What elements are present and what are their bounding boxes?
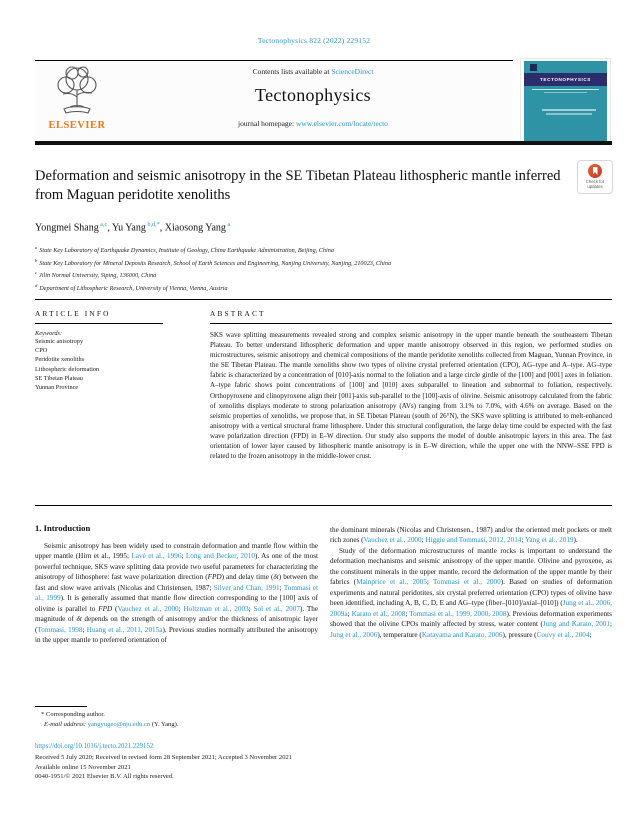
abstract-heading: ABSTRACT	[210, 309, 266, 318]
article-info-block	[35, 309, 190, 392]
inline-link[interactable]: Vauchez et al., 2000	[117, 604, 179, 613]
cover-rule-2	[544, 92, 587, 93]
abstract-block	[210, 309, 612, 461]
affiliation-sup: b	[35, 257, 38, 263]
inline-link[interactable]: Sol et al., 2007	[253, 604, 300, 613]
inline-link[interactable]: Mainprice et al., 2005	[356, 578, 427, 587]
text-run: Study of the deformation microstructures of mantle rocks is important to understand the deformation mechanisms and seismic anisotropy of the upper mantle. Olivine and pyroxene, as the constituent minerals in the upper mantle, record the deformation of the upper mantle by their fabrics (	[330, 546, 612, 587]
corresponding-author-note: * Corresponding author.	[41, 711, 105, 718]
text-run: ). Previous studies normally attributed the anisotropy in the upper mantle to preferred orientation of	[35, 625, 318, 645]
text-run: FPD	[207, 573, 222, 582]
text-run: ) between the fast and slow wave arrivals (Nicolas and Christensen, 1987;	[35, 573, 319, 592]
body-paragraph	[330, 525, 612, 546]
text-run: ;	[347, 609, 352, 618]
elsevier-tree-icon	[50, 63, 104, 119]
affiliation-text: Department of Lithospheric Research, University of Vienna, Vienna, Austria	[39, 284, 228, 292]
text-run: ;	[178, 604, 184, 613]
bookmark-icon	[593, 167, 598, 175]
affiliation-sup: a	[35, 245, 38, 250]
affiliation-sup: d	[35, 282, 38, 288]
text-run: ;	[248, 604, 254, 613]
text-run: (	[112, 604, 118, 613]
inline-link[interactable]: Jung and Karato, 2001	[542, 620, 610, 629]
inline-link[interactable]: Higgie and Tommasi, 2012, 2014	[425, 536, 522, 545]
keyword-item: Seismic anisotropy	[35, 338, 84, 345]
inline-link[interactable]: b,d,*	[145, 221, 160, 228]
inline-link[interactable]: Jung et al., 2006, 2009a	[330, 599, 613, 618]
affiliation-row	[35, 268, 595, 281]
issn-copyright-line: 0040-1951/© 2021 Elsevier B.V. All rights reserved.	[35, 773, 174, 780]
article-info-rule	[35, 323, 163, 324]
inline-link[interactable]: Tommasi, 1998	[37, 625, 83, 634]
inline-link[interactable]: yangyugeo@nju.edu.cn	[86, 721, 151, 728]
inline-link[interactable]: Holtzman et al., 2003	[183, 604, 249, 613]
text-run: ), pressure (	[502, 630, 537, 639]
text-run: depends on the strength of anisotropy and/or the thickness of anisotropic layer (	[35, 615, 318, 634]
inline-link[interactable]: Jung et al., 2006	[330, 630, 378, 639]
affiliation-text: State Key Laboratory of Earthquake Dynamics, Institute of Geology, China Earthquake Administration, Beijing, China	[39, 247, 334, 255]
text-run: δt	[273, 573, 279, 582]
keyword-item: CPO	[35, 347, 48, 355]
section-divider-rule	[35, 299, 612, 300]
contents-prefix: Contents lists available at	[252, 67, 332, 76]
abstract-bottom-rule	[35, 505, 612, 506]
inline-link[interactable]: Lavé et al., 1996	[131, 552, 182, 561]
body-column-left	[35, 541, 318, 646]
text-run: ). It is generally assumed that mantle flow direction corresponding to the [100] axis of olivine is parallel to	[35, 594, 319, 613]
inline-link[interactable]: a	[225, 221, 231, 228]
text-run: the dominant minerals (Nicolas and Christensen., 1987) and/or the oriented melt pockets or melt rich zones (	[330, 526, 612, 545]
email-address-line	[44, 721, 178, 728]
cover-editor-text-2	[546, 113, 592, 115]
abstract-text: SKS wave splitting measurements revealed strong and complex seismic anisotropy in the upper mantle beneath the southeastern Tibetan Plateau. To better understand lithospheric deformation and upper mantle anisotropy observed in this region, we performed studies on microstructures, seismic anisotropy and chemical compositions of the mantle peridotite xenoliths collected from Maguan, Yunnan Province, in the SE Tibetan Plateau. The mantle xenoliths show two types of olivine crystal preferred orientation (CPO), AG–type and A–type. AG–type fabric is characterized by a concentration of [010]-axis normal to the foliation and a large circle girdle of the [100] and [001] axes in foliation. A–type fabric shows point concentrations of [100] and [010] axes subparallel to lineation and subnormal to foliation, respectively. Orthopyroxene and clinopyroxene align their [001]-axis sub-parallel to the [100]-axis of olivine. Seismic anisotropy calculated from the fabric of xenoliths displays moderate to strong polarization anisotropy (AVs) ranging from 3.1% to 7.0%, with 4.6% on average. Based on the seismic properties of xenoliths, we propose that, in SE Tibetan Plateau (south of 26°N), the SKS wave splitting is attributed to melt-enhanced anisotropy with a vertical structural frame lithosphere. Under this structural configuration, the large delay time could be expected with the fast wave polarization direction (FPD) in E–W direction. Our study also supports the model of double anisotropic layers in this area. The fast orientation of lower layer caused by lithospheric mantle anisotropy is in E–W direction, while the upper one with the NNW–SSE FPD is related to the frozen anisotropy in the middle-lower crust.	[210, 331, 612, 461]
keyword-item: Peridotite xenoliths	[35, 356, 85, 364]
check-for-updates-label: Check for updates	[585, 179, 605, 189]
inline-link[interactable]: a,c	[98, 221, 108, 228]
affiliation-text: State Key Laboratory for Mineral Deposits Research, School of Earth Sciences and Engineering, Nanjing University, Nanjing, 210023, China	[39, 259, 392, 267]
inline-link[interactable]: Couvy et al., 2004	[536, 630, 590, 639]
inline-link[interactable]: Katayama and Karato, 2006	[421, 630, 503, 639]
text-run: Yongmei Shang	[35, 222, 99, 234]
text-run: ). Previous deformation experiments showed that the olivine CPOs mainly affected by stress, water content (	[330, 609, 612, 629]
affiliation-text: Jilin Normal University, Siping, 136000, China	[39, 272, 157, 280]
article-title: Deformation and seismic anisotropy in the SE Tibetan Plateau lithospheric mantle inferred from Maguan peridotite xenoliths	[35, 168, 561, 204]
keyword-item: SE Tibetan Plateau	[35, 374, 83, 382]
inline-link[interactable]: Tommasi et al., 1999	[35, 583, 318, 603]
keyword-item: Yunnan Province	[35, 384, 79, 392]
text-run: (Y. Yang).	[150, 721, 179, 728]
masthead-center	[115, 67, 511, 128]
cover-editor-text-1	[542, 109, 596, 111]
text-run: δt	[76, 615, 82, 624]
text-run: Seismic anisotropy has been widely used to constrain deformation and mantle flow within the upper mantle (Hirn et al., 1995;	[35, 542, 318, 561]
cover-rule-1	[532, 89, 599, 90]
contents-line	[115, 67, 511, 76]
inline-link[interactable]: Yang et al., 2019	[524, 536, 574, 545]
inline-link[interactable]: Tommasi et al., 2000	[432, 578, 501, 587]
text-run: ;	[181, 552, 186, 561]
text-run: ;	[82, 625, 87, 634]
doi-link[interactable]: https://doi.org/10.1016/j.tecto.2021.229152	[35, 743, 154, 750]
article-info-heading: ARTICLE INFO	[35, 309, 111, 318]
check-for-updates-badge[interactable]	[577, 160, 613, 194]
masthead-bottom-rule	[35, 141, 612, 145]
inline-link[interactable]: Tommasi et al., 1999, 2000, 2008	[409, 609, 507, 618]
journal-masthead	[35, 61, 513, 141]
author-list	[35, 221, 535, 233]
text-run: Yu Yang	[111, 222, 146, 234]
inline-link[interactable]: Huang et al., 2011, 2015a	[86, 625, 163, 634]
text-run: ;	[521, 536, 525, 545]
text-run: ).	[573, 536, 578, 545]
text-run: ;	[279, 583, 284, 592]
keywords-label: Keywords:	[35, 330, 63, 337]
section-heading-introduction: 1. Introduction	[35, 523, 91, 533]
inline-link[interactable]: Vauchez et al., 2000	[363, 536, 422, 545]
running-head-citation: Tectonophysics 822 (2022) 229152	[257, 36, 371, 45]
text-run: ). The magnitude of	[35, 604, 319, 624]
text-run: ). As one of the most powerful technique, SKS wave splitting data provide two useful parameters for characterizing the anisotropy of lithosphere: fast wave polarization direction (	[35, 552, 318, 582]
journal-homepage-link[interactable]: www.elsevier.com/locate/tecto	[295, 119, 388, 128]
body-paragraph	[35, 541, 318, 646]
text-run: ,	[107, 222, 112, 234]
inline-link[interactable]: Karato et al., 2008	[351, 609, 406, 618]
affiliation-row	[35, 256, 595, 269]
body-column-right	[330, 525, 612, 640]
footnote-rule	[35, 706, 87, 707]
journal-cover-art	[524, 61, 607, 142]
available-online-line: Available online 15 November 2021	[35, 764, 131, 771]
elsevier-wordmark: ELSEVIER	[48, 120, 106, 131]
text-run: ) and delay time (	[221, 573, 274, 582]
journal-title: Tectonophysics	[255, 85, 371, 105]
affiliation-sup: c	[35, 270, 38, 276]
elsevier-logo	[41, 63, 113, 131]
cover-publisher-mark	[530, 64, 537, 71]
inline-link[interactable]: Silver and Chan, 1991	[213, 583, 280, 592]
text-run: E-mail address:	[44, 721, 87, 728]
text-run: ). Based on studies of deformation experiments and natural peridotites, six crystal preferred orientation (CPO) types of olivine have been identified, including A, B, C, D, E and AG–type (fiber–[010]/axial–[010]) (	[330, 578, 612, 608]
text-run: ;	[589, 630, 592, 639]
cover-journal-name: TECTONOPHYSICS	[524, 73, 607, 86]
text-run: ,	[159, 222, 165, 234]
affiliation-row	[35, 281, 595, 294]
text-run: ), temperature (	[377, 630, 422, 639]
received-dates-line: Received 5 July 2020; Received in revised form 28 September 2021; Accepted 3 November 2021	[35, 754, 293, 761]
text-run: ;	[426, 578, 433, 587]
text-run: ;	[405, 609, 410, 618]
text-run: ;	[610, 620, 612, 629]
keyword-item: Lithospheric deformation	[35, 365, 100, 373]
abstract-rule	[210, 323, 612, 324]
body-paragraph	[330, 546, 612, 640]
homepage-line	[115, 119, 511, 128]
journal-cover-thumbnail[interactable]	[520, 58, 611, 142]
crossmark-icon	[588, 164, 602, 178]
inline-link[interactable]: Long and Becker, 2010	[185, 552, 255, 561]
affiliation-list	[35, 243, 595, 293]
text-run: FPD	[98, 604, 113, 613]
text-run: ;	[421, 536, 426, 545]
text-run: Xiaosong Yang	[164, 222, 226, 234]
homepage-prefix: journal homepage:	[238, 119, 296, 128]
sciencedirect-link[interactable]: ScienceDirect	[331, 67, 374, 76]
affiliation-row	[35, 243, 595, 256]
